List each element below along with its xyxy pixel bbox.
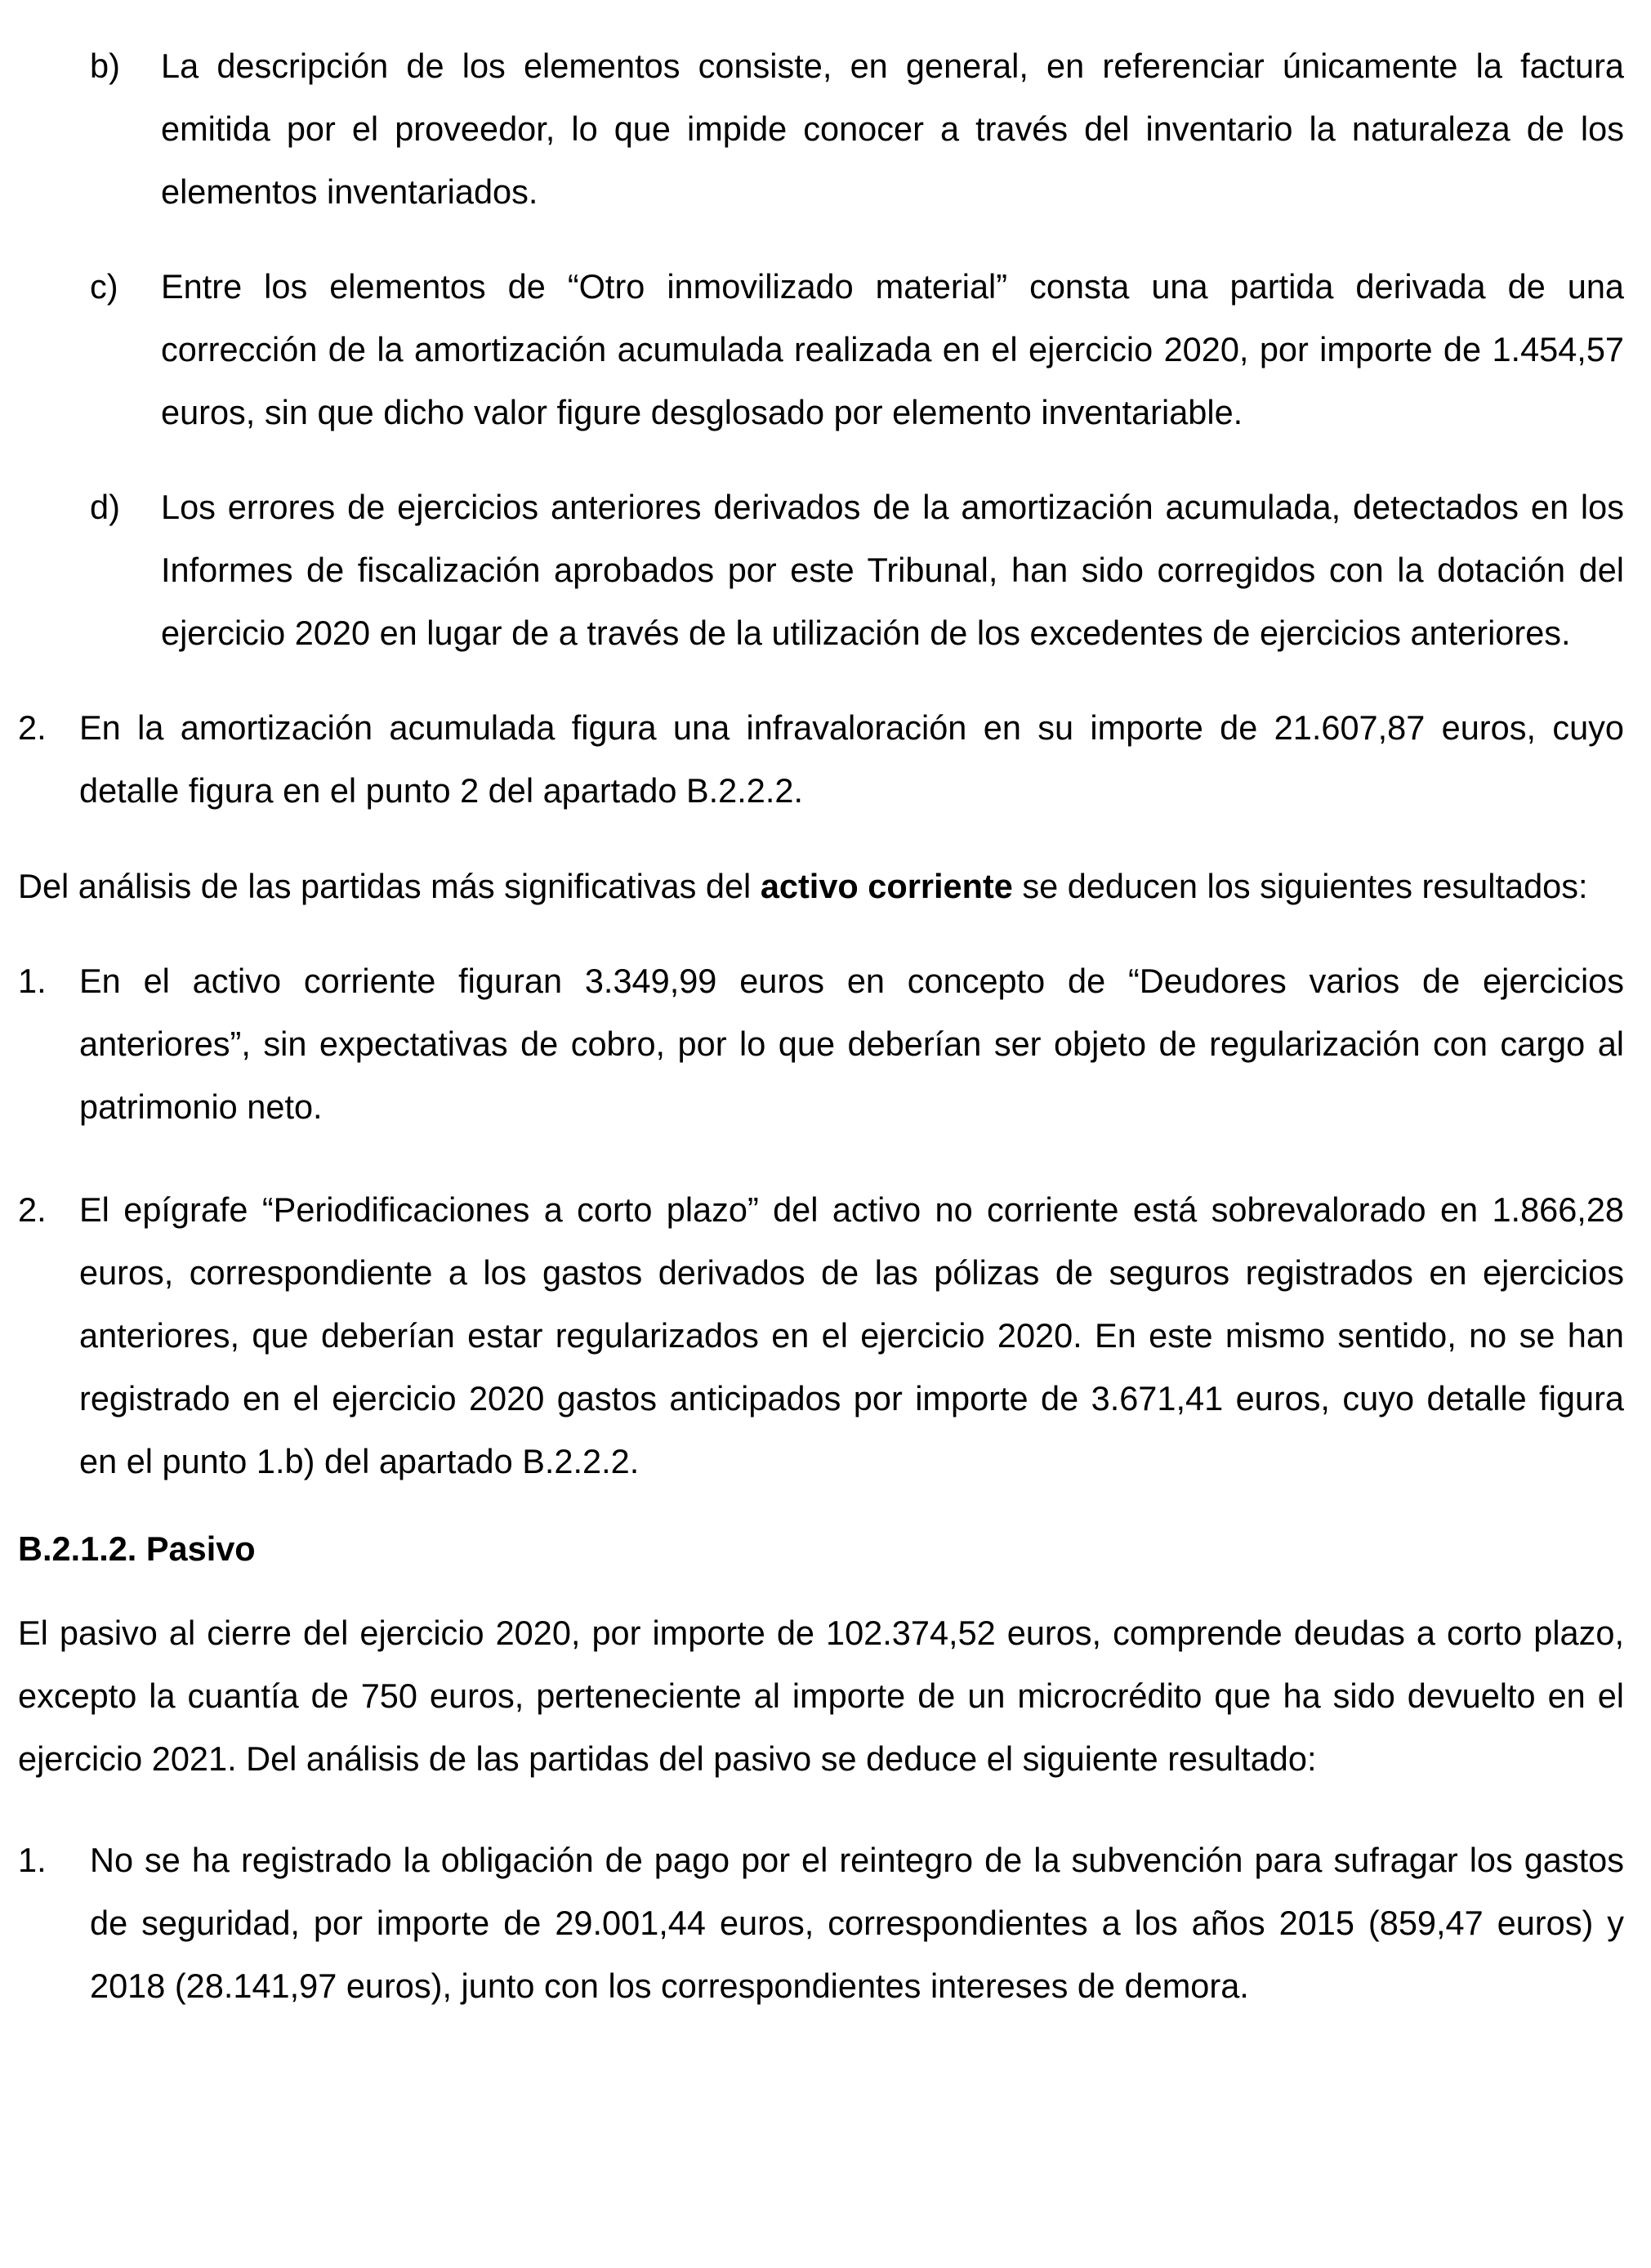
list-marker: c) bbox=[90, 267, 118, 306]
section-heading-pasivo: B.2.1.2. Pasivo bbox=[18, 1529, 256, 1568]
list-item-2-periodificaciones bbox=[18, 1178, 1624, 1493]
list-marker: 2. bbox=[18, 1190, 47, 1229]
list-item-c bbox=[18, 255, 1624, 444]
list-marker: d) bbox=[90, 488, 120, 526]
list-item-b bbox=[18, 34, 1624, 223]
pasivo-intro bbox=[18, 1601, 1624, 1790]
list-item-2-amortizacion bbox=[18, 696, 1624, 822]
list-item-text: En la amortización acumulada figura una infravaloración en su importe de 21.607,87 euros, cuyo detalle figura en el punto 2 del apartado B.2.2.2. bbox=[79, 708, 1624, 810]
intro-text-after: se deducen los siguientes resultados: bbox=[1012, 867, 1588, 905]
list-item-1-deudores bbox=[18, 949, 1624, 1138]
intro-bold-term: activo corriente bbox=[760, 867, 1013, 905]
document-page bbox=[18, 34, 1624, 2017]
list-item-d bbox=[18, 475, 1624, 664]
list-marker: 1. bbox=[18, 962, 47, 1000]
list-item-text: No se ha registrado la obligación de pago por el reintegro de la subvención para sufragar los gastos de seguridad, por importe de 29.001,44 euros, correspondientes a los años 2015 (859,47 euros) y 2018 (28.141,97 euros), junto con los correspondientes intereses de demora. bbox=[90, 1841, 1624, 2005]
list-item-text: La descripción de los elementos consiste, en general, en referenciar únicamente la factura emitida por el proveedor, lo que impide conocer a través del inventario la naturaleza de los elementos inventariados. bbox=[161, 47, 1624, 211]
list-item-text: El epígrafe “Periodificaciones a corto plazo” del activo no corriente está sobrevalorado en 1.866,28 euros, correspondiente a los gastos derivados de las pólizas de seguros registrados en ejercicios anteriores, que deberían estar regularizados en el ejercicio 2020. En este mismo sentido, no se han registrado en el ejercicio 2020 gastos anticipados por importe de 3.671,41 euros, cuyo detalle figura en el punto 1.b) del apartado B.2.2.2. bbox=[79, 1190, 1624, 1480]
list-item-text: Entre los elementos de “Otro inmovilizado material” consta una partida derivada de una corrección de la amortización acumulada realizada en el ejercicio 2020, por importe de 1.454,57 euros, sin que dicho valor figure desglosado por elemento inventariable. bbox=[161, 267, 1624, 431]
list-marker: 2. bbox=[18, 708, 47, 747]
list-item-1-subvencion bbox=[18, 1828, 1624, 2017]
list-marker: b) bbox=[90, 47, 120, 85]
list-item-text: Los errores de ejercicios anteriores derivados de la amortización acumulada, detectados en los Informes de fiscalización aprobados por este Tribunal, han sido corregidos con la dotación del ejercicio 2020 en lugar de a través de la utilización de los excedentes de ejercicios anteriores. bbox=[161, 488, 1624, 652]
intro-text-before: Del análisis de las partidas más significativas del bbox=[18, 867, 761, 905]
activo-corriente-intro bbox=[18, 855, 1624, 917]
list-marker: 1. bbox=[18, 1841, 47, 1879]
pasivo-intro-text: El pasivo al cierre del ejercicio 2020, por importe de 102.374,52 euros, comprende deudas a corto plazo, excepto la cuantía de 750 euros, perteneciente al importe de un microcrédito que ha sido devuelto en el ejercicio 2021. Del análisis de las partidas del pasivo se deduce el siguiente resultado: bbox=[18, 1614, 1624, 1778]
list-item-text: En el activo corriente figuran 3.349,99 euros en concepto de “Deudores varios de ejercicios anteriores”, sin expectativas de cobro, por lo que deberían ser objeto de regularización con cargo al patrimonio neto. bbox=[79, 962, 1624, 1126]
